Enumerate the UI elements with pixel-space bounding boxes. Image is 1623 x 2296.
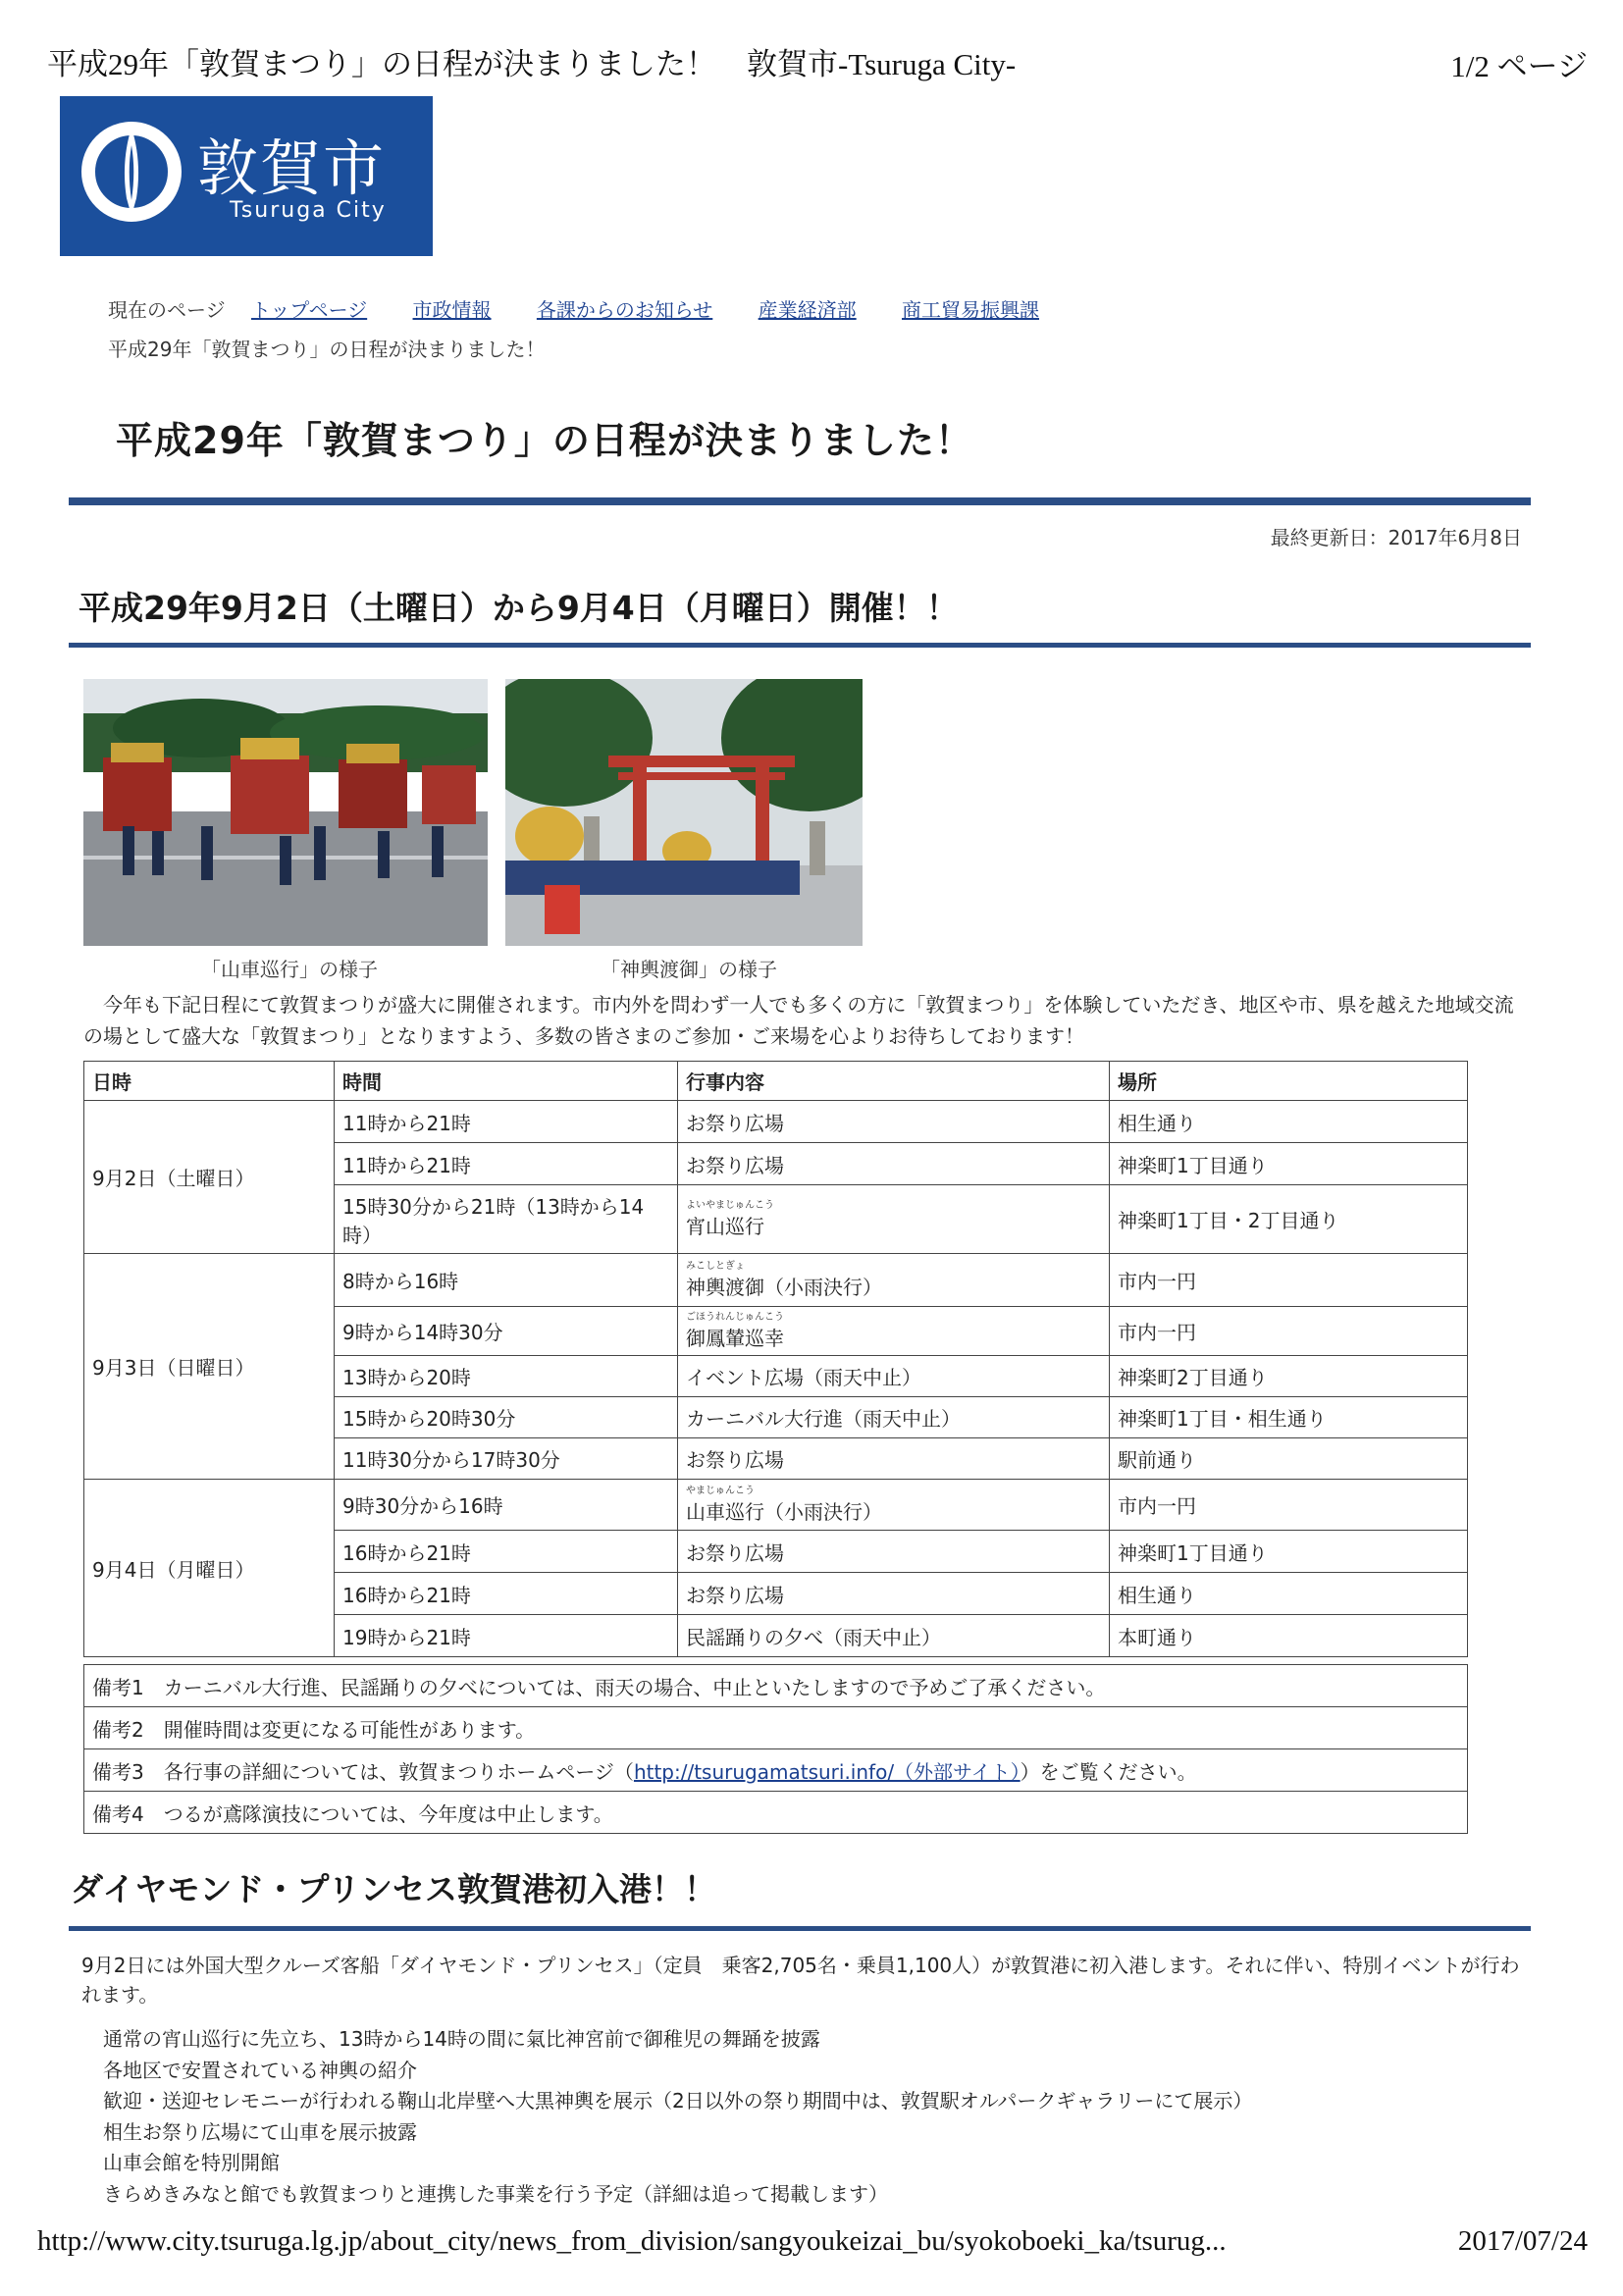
table-row [84,1101,1468,1143]
event-ruby: みこしとぎょ [686,1260,745,1272]
special-event-list [103,2024,1252,2210]
cruise-ship-heading: ダイヤモンド・プリンセス敦賀港初入港！！ [71,1870,717,1908]
time-cell: 8時から16時 [335,1254,678,1307]
note-row [84,1749,1468,1792]
print-page-number: 1/2 ページ [1450,49,1588,83]
print-footer-url: http://www.city.tsuruga.lg.jp/about_city/news_from_division/sangyoukeizai_bu/syokoboeki_ka/tsurug... [37,2225,1227,2257]
header-date: 日時 [84,1062,335,1101]
time-cell: 13時から20時 [335,1356,678,1397]
event-cell [678,1307,1110,1356]
notes-table [83,1664,1468,1834]
event-ruby: ごほうれんじゅんこう [686,1311,784,1323]
day-cell: 9月2日（土曜日） [84,1101,335,1254]
event-cell: お祭り広場 [678,1573,1110,1615]
time-cell: 15時30分から21時（13時から14時） [335,1185,678,1254]
yama-junko-photo [83,679,488,946]
breadcrumb-link-city-info[interactable]: 市政情報 [412,298,492,322]
logo-text-en: Tsuruga City [230,198,387,223]
header-event: 行事内容 [678,1062,1110,1101]
breadcrumb-link-industry[interactable]: 産業経済部 [758,298,857,322]
dates-heading-divider [69,643,1531,648]
festival-dates-heading: 平成29年9月2日（土曜日）から9月4日（月曜日）開催！！ [79,589,959,627]
place-cell: 本町通り [1110,1615,1468,1657]
place-cell: 相生通り [1110,1101,1468,1143]
note-3-suffix: ）をご覧ください。 [1020,1759,1197,1784]
time-cell: 16時から21時 [335,1531,678,1573]
place-cell: 神楽町1丁目通り [1110,1143,1468,1185]
event-cell: お祭り広場 [678,1531,1110,1573]
photo1-caption: 「山車巡行」の様子 [201,958,378,981]
time-cell: 11時30分から17時30分 [335,1438,678,1480]
list-item: 相生お祭り広場にて山車を展示披露 [103,2119,417,2144]
place-cell: 神楽町2丁目通り [1110,1356,1468,1397]
breadcrumb [108,294,1078,323]
place-cell: 市内一円 [1110,1480,1468,1531]
place-cell: 市内一円 [1110,1254,1468,1307]
list-item: きらめきみなと館でも敦賀まつりと連携した事業を行う予定（詳細は追って掲載します） [103,2181,888,2206]
print-header-title: 平成29年「敦賀まつり」の日程が決まりました！ 敦賀市-Tsuruga City- [47,47,1017,81]
time-cell: 16時から21時 [335,1573,678,1615]
table-row [84,1254,1468,1307]
event-name: 山車巡行（小雨決行） [686,1499,882,1524]
table-header-row [84,1062,1468,1101]
title-divider [69,497,1531,505]
header-time: 時間 [335,1062,678,1101]
page-title: 平成29年「敦賀まつり」の日程が決まりました！ [116,419,973,462]
breadcrumb-current-page: 平成29年「敦賀まつり」の日程が決まりました！ [108,338,546,361]
festival-homepage-link[interactable]: http://tsurugamatsuri.info/（外部サイト） [633,1759,1021,1784]
time-cell: 9時から14時30分 [335,1307,678,1356]
note-row [84,1707,1468,1749]
event-name: 御鳳輦巡幸 [686,1326,784,1350]
city-logo[interactable] [60,96,433,256]
print-footer [37,2225,1588,2261]
list-item: 各地区で安置されている神輿の紹介 [103,2058,417,2082]
breadcrumb-here-label: 現在のページ [108,298,226,322]
place-cell: 神楽町1丁目・相生通り [1110,1397,1468,1438]
note-row [84,1792,1468,1834]
place-cell: 駅前通り [1110,1438,1468,1480]
day-cell: 9月4日（月曜日） [84,1480,335,1657]
event-ruby: やまじゅんこう [686,1485,755,1496]
time-cell: 11時から21時 [335,1101,678,1143]
last-updated: 最終更新日：2017年6月8日 [1270,526,1522,549]
event-name: 神輿渡御（小雨決行） [686,1275,882,1299]
note-4: 備考4 つるが鳶隊演技については、今年度は中止します。 [84,1792,1468,1834]
cruise-ship-text: 9月2日には外国大型クルーズ客船「ダイヤモンド・プリンセス」（定員 乗客2,705名・乗員1,100人）が敦賀港に初入港します。それに伴い、特別イベントが行われます。 [81,1954,1520,2007]
print-header [47,39,1588,88]
note-2: 備考2 開催時間は変更になる可能性があります。 [84,1707,1468,1749]
logo-text-jp: 敦賀市 [197,132,387,204]
place-cell: 市内一円 [1110,1307,1468,1356]
ship-heading-divider [69,1926,1531,1931]
list-item: 山車会館を特別開館 [103,2151,280,2174]
header-place: 場所 [1110,1062,1468,1101]
event-cell: イベント広場（雨天中止） [678,1356,1110,1397]
list-item: 歓迎・送迎セレモニーが行われる鞠山北岸壁へ大黒神輿を展示（2日以外の祭り期間中は、敦賀駅オルパークギャラリーにて展示） [103,2089,1253,2113]
note-3 [84,1749,1468,1792]
breadcrumb-link-commerce[interactable]: 商工貿易振興課 [902,298,1040,322]
event-cell: 民謡踊りの夕べ（雨天中止） [678,1615,1110,1657]
event-cell [678,1480,1110,1531]
time-cell: 11時から21時 [335,1143,678,1185]
event-cell [678,1185,1110,1254]
schedule-table [83,1061,1468,1657]
photo2-caption: 「神輿渡御」の様子 [601,958,777,981]
event-name: 宵山巡行 [686,1214,764,1238]
list-item: 通常の宵山巡行に先立ち、13時から14時の間に氣比神宮前で御稚児の舞踊を披露 [103,2027,820,2051]
city-emblem-icon [79,120,183,224]
event-cell: お祭り広場 [678,1101,1110,1143]
place-cell: 神楽町1丁目・2丁目通り [1110,1185,1468,1254]
time-cell: 9時30分から16時 [335,1480,678,1531]
day-cell: 9月3日（日曜日） [84,1254,335,1480]
festival-intro-text: 今年も下記日程にて敦賀まつりが盛大に開催されます。市内外を問わず一人でも多くの方に「敦賀まつり」を体験していただき、地区や市、県を越えた地域交流の場として盛大な「敦賀まつり」となりますよう、多数の皆さまのご参加・ご来場を心よりお待ちしております！ [83,993,1514,1048]
note-row [84,1665,1468,1707]
event-cell: カーニバル大行進（雨天中止） [678,1397,1110,1438]
event-cell: お祭り広場 [678,1143,1110,1185]
note-3-prefix: 備考3 各行事の詳細については、敦賀まつりホームページ（ [92,1759,634,1784]
print-footer-date: 2017/07/24 [1457,2225,1588,2257]
breadcrumb-link-notices[interactable]: 各課からのお知らせ [536,298,713,322]
place-cell: 相生通り [1110,1573,1468,1615]
time-cell: 19時から21時 [335,1615,678,1657]
breadcrumb-link-top[interactable]: トップページ [250,298,368,322]
event-cell: お祭り広場 [678,1438,1110,1480]
table-row [84,1480,1468,1531]
note-1: 備考1 カーニバル大行進、民謡踊りの夕べについては、雨天の場合、中止といたしますので予めご了承ください。 [84,1665,1468,1707]
time-cell: 15時から20時30分 [335,1397,678,1438]
event-ruby: よいやまじゅんこう [686,1199,774,1211]
event-cell [678,1254,1110,1307]
place-cell: 神楽町1丁目通り [1110,1531,1468,1573]
mikoshi-togyo-photo [505,679,863,946]
